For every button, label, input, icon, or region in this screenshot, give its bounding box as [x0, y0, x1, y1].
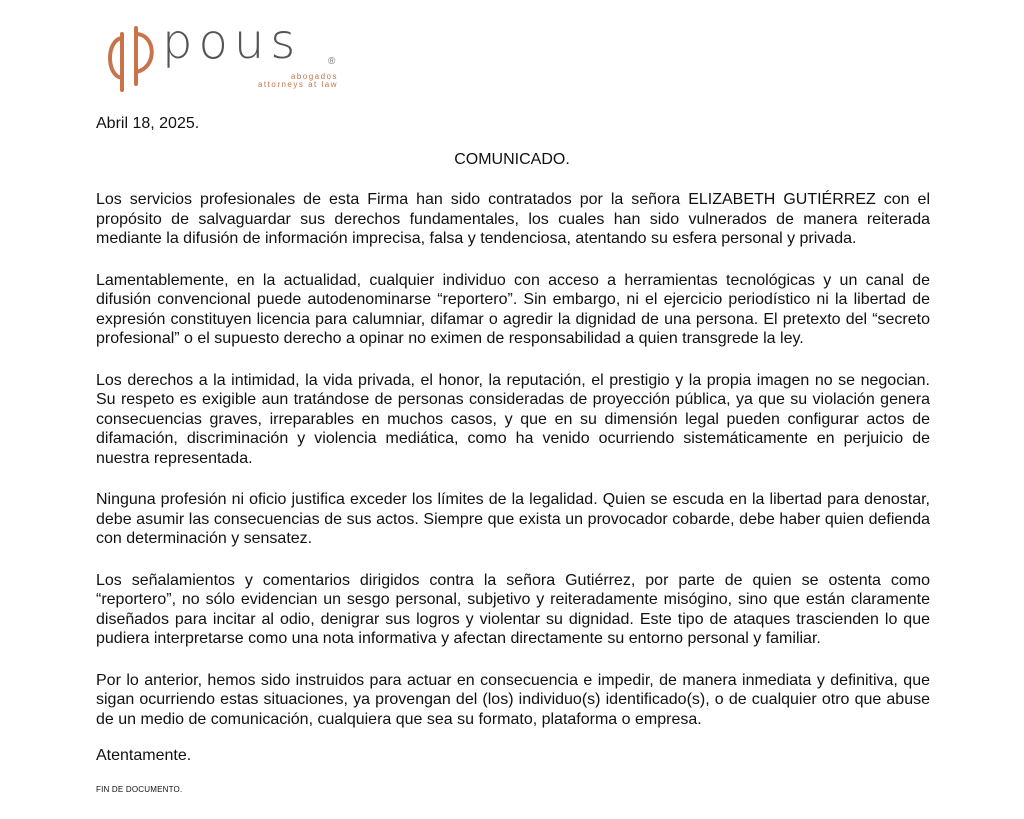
pous-logo-mark-icon: [100, 26, 164, 92]
paragraph-4: Ninguna profesión ni oficio justifica exceder los límites de la legalidad. Quien se escuda en la libertad para denostar, debe asumir las consecuencias de sus actos. Siempre que exista un provocador cobarde, debe haber quien defienda con determinación y sensatez.: [96, 491, 930, 547]
tagline-spanish: abogados: [290, 72, 338, 81]
paragraph-1: Los servicios profesionales de esta Firma han sido contratados por la señora ELIZABETH GUTIÉRREZ con el propósito de salvaguardar sus derechos fundamentales, los cuales han sido vulnerados de manera reiterada mediante la difusión de información imprecisa, falsa y tendenciosa, atentando su esfera personal y privada.: [96, 191, 930, 247]
paragraph-2: Lamentablemente, en la actualidad, cualquier individuo con acceso a herramientas tecnológicas y un canal de difusión convencional puede autodenominarse “reportero”. Sin embargo, ni el ejercicio periodístico ni la libertad de expresión constituyen licencia para calumniar, difamar o agredir la dignidad de una persona. El pretexto del “secreto profesional” o el supuesto derecho a opinar no eximen de responsabilidad a quien transgrede la ley.: [96, 271, 930, 347]
closing-signoff: Atentamente.: [96, 747, 192, 764]
tagline-english: attorneys at law: [257, 80, 338, 89]
brand-wordmark: pous: [162, 14, 302, 70]
paragraph-3: Los derechos a la intimidad, la vida privada, el honor, la reputación, el prestigio y la propia imagen no se negocian. Su respeto es exigible aun tratándose de personas consideradas de proyección pública, ya que su violación genera consecuencias graves, irreparables en muchos casos, y que en su dimensión legal pueden configurar actos de difamación, discriminación y violencia mediática, como ha venido ocurriendo sistemáticamente en perjuicio de nuestra representada.: [96, 371, 930, 467]
registered-mark: ®: [328, 56, 336, 67]
paragraph-6: Por lo anterior, hemos sido instruidos para actuar en consecuencia e impedir, de manera inmediata y definitiva, que sigan ocurriendo estas situaciones, ya provengan del (los) individuo(s) identificado(s), o de cualquier otro que abuse de un medio de comunicación, cualquiera que sea su formato, plataforma o empresa.: [96, 671, 930, 728]
document-title: COMUNICADO.: [454, 151, 570, 168]
paragraph-5: Los señalamientos y comentarios dirigidos contra la señora Gutiérrez, por parte de quien se ostenta como “reportero”, no sólo evidencian un sesgo personal, subjetivo y reiteradamente misógino, sino que están claramente diseñados para incitar al odio, denigrar sus logros y violentar su dignidad. Este tipo de ataques trascienden lo que pudiera interpretarse como una nota informativa y afectan directamente su entorno personal y familiar.: [96, 571, 930, 647]
document-body: [96, 190, 930, 751]
brand-tagline: [240, 73, 338, 89]
end-of-document-note: FIN DE DOCUMENTO.: [96, 785, 183, 794]
letterhead-logo: [100, 14, 360, 96]
document-date: Abril 18, 2025.: [96, 115, 200, 132]
